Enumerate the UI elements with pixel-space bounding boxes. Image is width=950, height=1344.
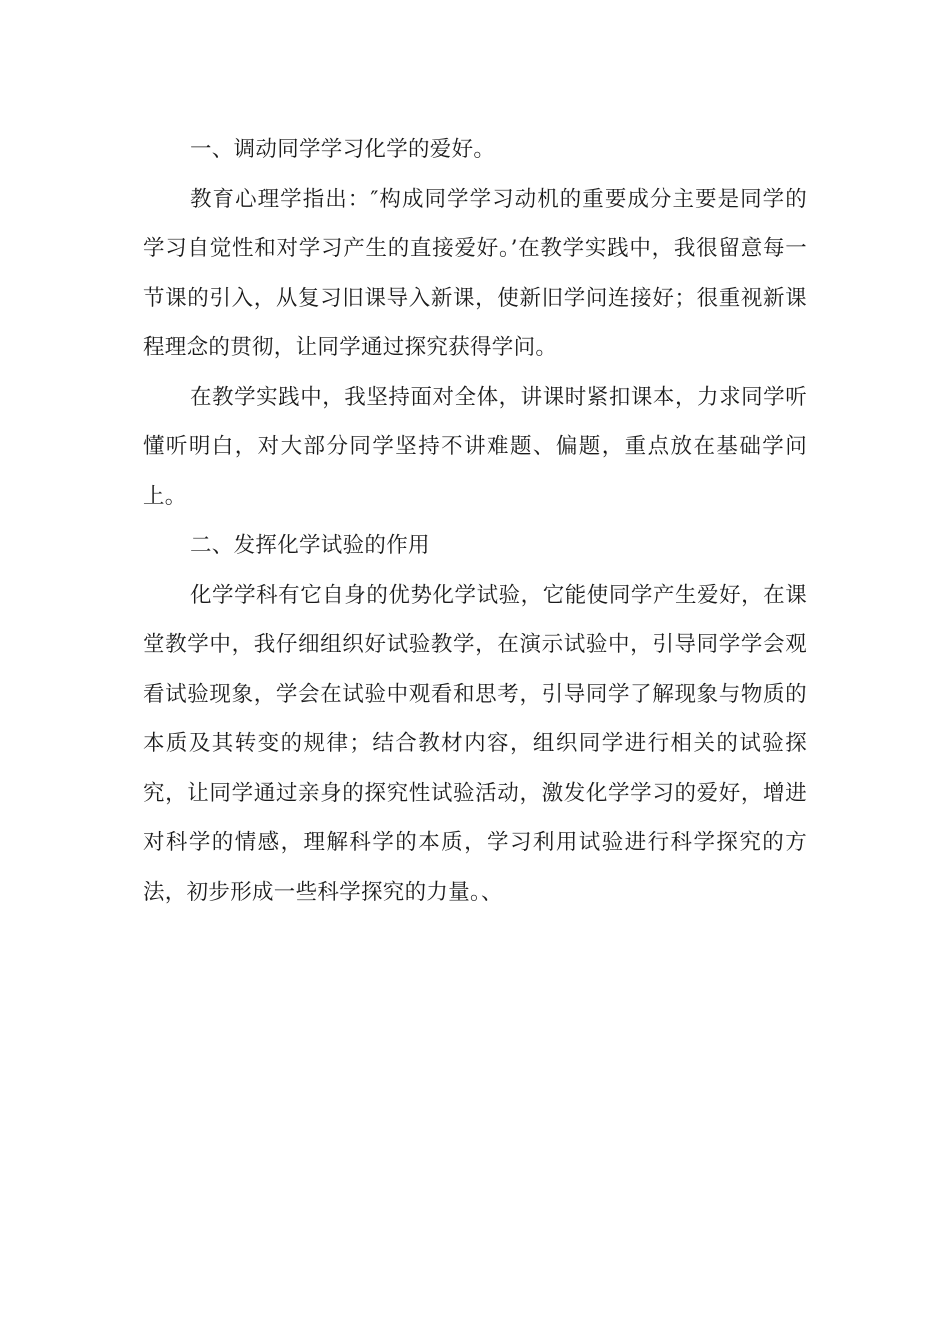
section-heading-2: 二、发挥化学试验的作用 — [190, 533, 430, 558]
paragraph-3: 化学学科有它自身的优势化学试验，它能使同学产生爱好，在课堂教学中，我仔细组织好试验教学，在演示试验中，引导同学学会观看试验现象，学会在试验中观看和思考，引导同学了解现象与物质的本质及其转变的规律；结合教材内容，组织同学进行相关的试验探究，让同学通过亲身的探究性试验活动，激发化学学习的爱好，增进对科学的情感，理解科学的本质，学习利用试验进行科学探究的方法，初步形成一些科学探究的力量。、 — [143, 582, 807, 905]
section-heading-1: 一、调动同学学习化学的爱好。 — [190, 137, 496, 162]
paragraph-1: 教育心理学指出：″构成同学学习动机的重要成分主要是同学的学习自觉性和对学习产生的直接爱好。’在教学实践中，我很留意每一节课的引入，从复习旧课导入新课，使新旧学问连接好；很重视新课程理念的贯彻，让同学通过探究获得学问。 — [143, 186, 807, 360]
document-body — [143, 125, 807, 917]
paragraph-2: 在教学实践中，我坚持面对全体，讲课时紧扣课本，力求同学听懂听明白，对大部分同学坚持不讲难题、偏题，重点放在基础学问上。 — [143, 384, 807, 509]
